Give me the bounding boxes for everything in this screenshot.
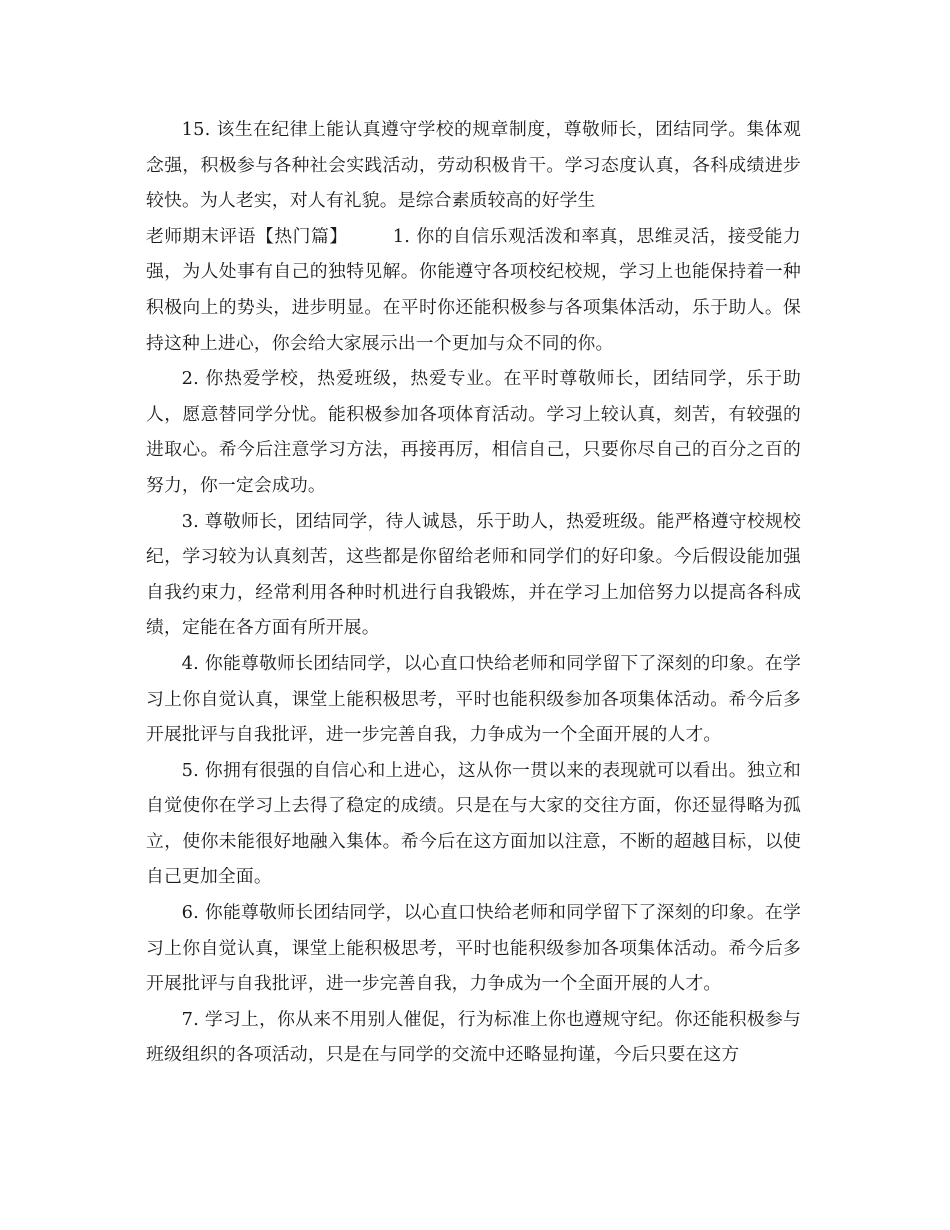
- paragraph-15: 15. 该生在纪律上能认真遵守学校的规章制度，尊敬师长，团结同学。集体观念强，积极参与各种社会实践活动，劳动积极肯干。学习态度认真，各科成绩进步较快。为人老实，对人有礼貌。是综合素质较高的好学生: [146, 119, 801, 212]
- paragraph-hot-1: [146, 219, 801, 361]
- paragraph-7: 7. 学习上，你从来不用别人催促，行为标准上你也遵规守纪。你还能积极参与班级组织的各项活动，只是在与同学的交流中还略显拘谨，今后只要在这方: [146, 1008, 801, 1066]
- paragraph-5: 5. 你拥有很强的自信心和上进心，这从你一贯以来的表现就可以看出。独立和自觉使你在学习上去得了稳定的成绩。只是在与大家的交往方面，你还显得略为孤立，使你未能很好地融入集体。希今后在这方面加以注意，不断的超越目标，以使自己更加全面。: [146, 759, 801, 888]
- section-heading: 老师期末评语【热门篇】: [146, 225, 348, 247]
- paragraph-3: 3. 尊敬师长，团结同学，待人诚恳，乐于助人，热爱班级。能严格遵守校规校纪，学习较为认真刻苦，这些都是你留给老师和同学们的好印象。今后假设能加强自我约束力，经常利用各种时机进行自我锻炼，并在学习上加倍努力以提高各科成绩，定能在各方面有所开展。: [146, 510, 801, 639]
- paragraph-1-text: 1. 你的自信乐观活泼和率真，思维灵活，接受能力强，为人处事有自己的独特见解。你能遵守各项校纪校规，学习上也能保持着一种积极向上的势头，进步明显。在平时你还能积极参与各项集体活动，乐于助人。保持这种上进心，你会给大家展示出一个更加与众不同的你。: [146, 225, 801, 354]
- document-body: [146, 112, 801, 1073]
- paragraph-4: 4. 你能尊敬师长团结同学，以心直口快给老师和同学留下了深刻的印象。在学习上你自觉认真，课堂上能积极思考，平时也能积级参加各项集体活动。希今后多开展批评与自我批评，进一步完善自我，力争成为一个全面开展的人才。: [146, 652, 801, 746]
- paragraph-2: 2. 你热爱学校，热爱班级，热爱专业。在平时尊敬师长，团结同学，乐于助人，愿意替同学分忧。能积极参加各项体育活动。学习上较认真，刻苦，有较强的进取心。希今后注意学习方法，再接再厉，相信自己，只要你尽自己的百分之百的努力，你一定会成功。: [146, 368, 801, 496]
- paragraph-6: 6. 你能尊敬师长团结同学，以心直口快给老师和同学留下了深刻的印象。在学习上你自觉认真，课堂上能积极思考，平时也能积级参加各项集体活动。希今后多开展批评与自我批评，进一步完善自我，力争成为一个全面开展的人才。: [146, 902, 801, 995]
- spacer: [348, 226, 393, 247]
